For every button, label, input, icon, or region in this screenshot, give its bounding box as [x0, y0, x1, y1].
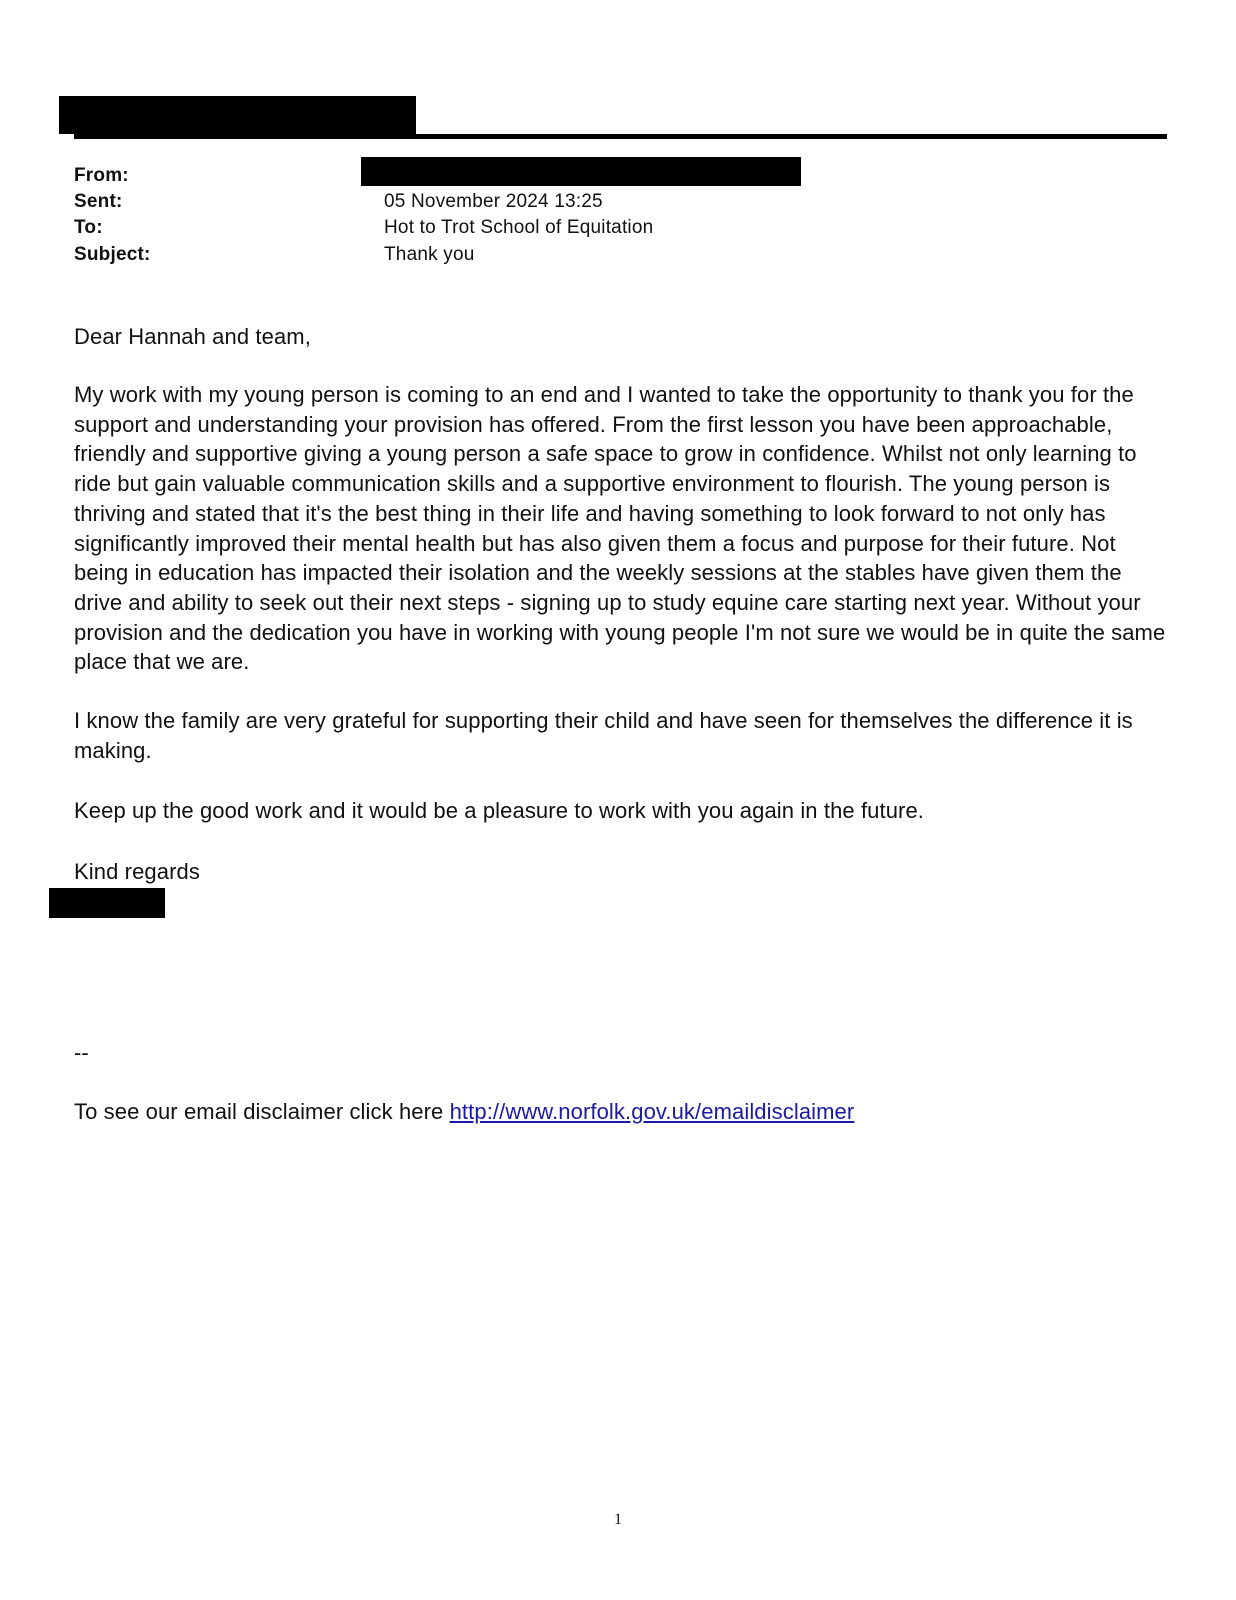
sent-label: Sent:	[74, 191, 123, 212]
email-paragraph-3: Keep up the good work and it would be a pleasure to work with you again in the future.	[74, 798, 925, 823]
to-label: To:	[74, 217, 103, 238]
header-divider	[74, 134, 1167, 139]
email-paragraph-2: I know the family are very grateful for supporting their child and have seen for themselves the difference it is making.	[74, 708, 1133, 763]
email-greeting: Dear Hannah and team,	[74, 324, 311, 349]
redacted-sender	[361, 157, 801, 186]
signature-separator: --	[74, 1040, 89, 1065]
redacted-signature	[49, 888, 165, 918]
from-label: From:	[74, 165, 129, 186]
page-number: 1	[614, 1511, 622, 1528]
disclaimer-line	[74, 1097, 1174, 1127]
redacted-title-block	[59, 96, 416, 134]
sent-value: 05 November 2024 13:25	[384, 191, 603, 212]
to-value: Hot to Trot School of Equitation	[384, 217, 654, 238]
disclaimer-text: To see our email disclaimer click here	[74, 1099, 450, 1124]
disclaimer-link[interactable]: http://www.norfolk.gov.uk/emaildisclaimer	[449, 1099, 855, 1124]
email-closing: Kind regards	[74, 859, 200, 884]
subject-value: Thank you	[384, 244, 475, 265]
email-paragraph-1: My work with my young person is coming to an end and I wanted to take the opportunity to thank you for the support and understanding your provision has offered. From the first lesson you have been approachable, friendly and supportive giving a young person a safe space to grow in confidence. Whilst not only learning to ride but gain valuable communication skills and a supportive environment to flourish. The young person is thriving and stated that it's the best thing in their life and having something to look forward to not only has significantly improved their mental health but has also given them a focus and purpose for their future. Not being in education has impacted their isolation and the weekly sessions at the stables have given them the drive and ability to seek out their next steps - signing up to study equine care starting next year. Without your provision and the dedication you have in working with young people I'm not sure we would be in quite the same place that we are.	[74, 382, 1166, 675]
subject-label: Subject:	[74, 244, 151, 265]
